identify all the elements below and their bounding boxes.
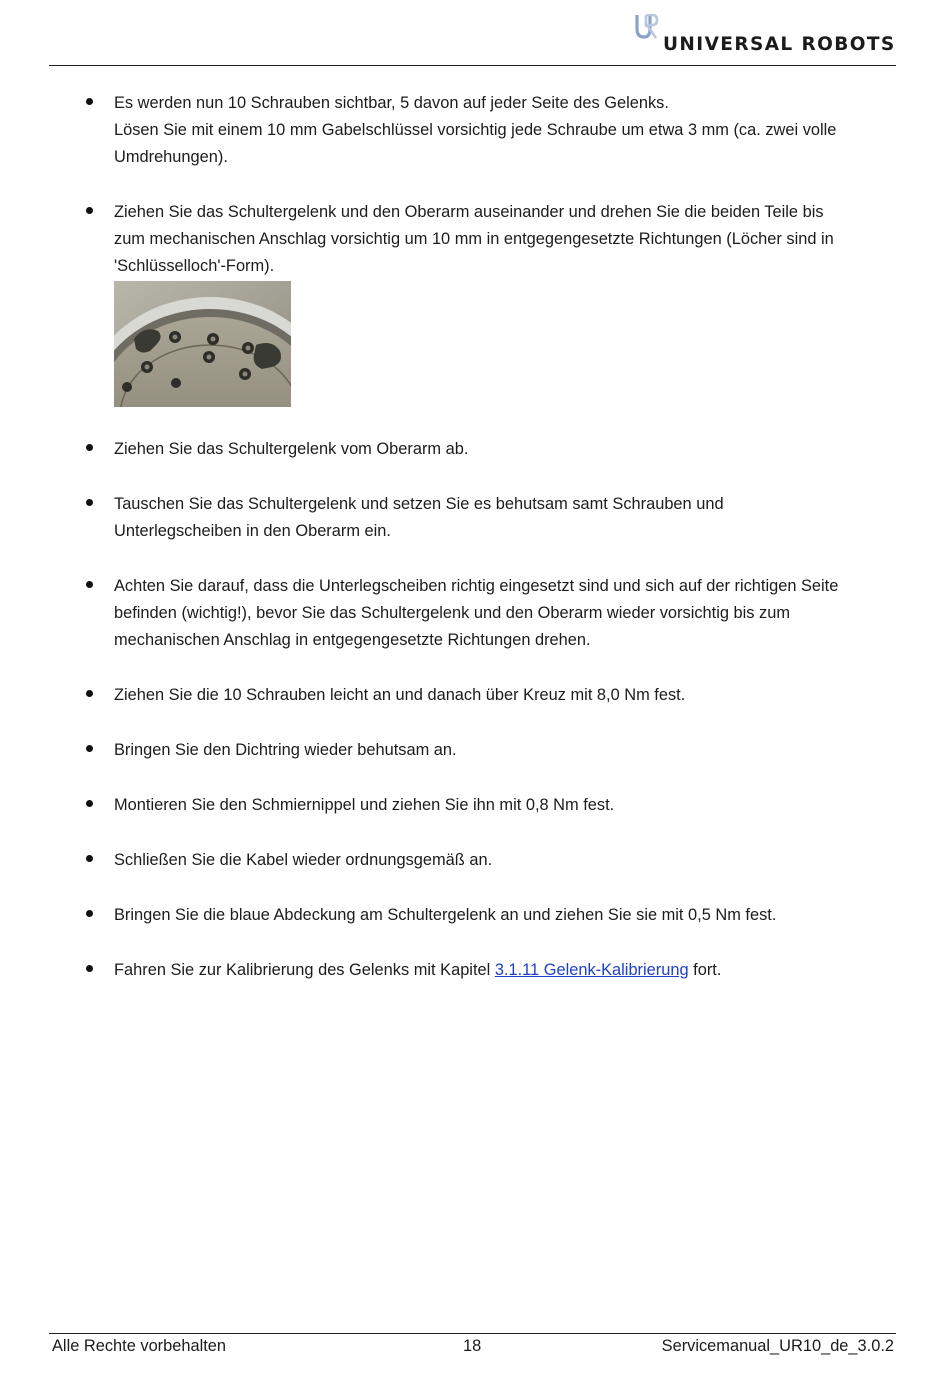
list-item-text: [114, 90, 892, 171]
text-line: Tauschen Sie das Schultergelenk und setzen Sie es behutsam samt Schrauben und: [114, 495, 724, 513]
header-divider: [49, 65, 896, 66]
text-line: Es werden nun 10 Schrauben sichtbar, 5 davon auf jeder Seite des Gelenks.: [114, 94, 669, 112]
calibration-chapter-link[interactable]: 3.1.11 Gelenk-Kalibrierung: [494, 961, 689, 979]
bullet-icon: [86, 800, 93, 807]
bullet-icon: [86, 855, 93, 862]
list-item-text: [114, 847, 892, 874]
list-item-text: [114, 199, 892, 280]
page-number: 18: [463, 1337, 482, 1355]
bullet-icon: [86, 910, 93, 917]
list-item-text: [114, 792, 892, 819]
text-line: befinden (wichtig!), bevor Sie das Schultergelenk und den Oberarm wieder vorsichtig bis zum: [114, 604, 790, 622]
bullet-icon: [86, 965, 93, 972]
text-line: Umdrehungen).: [114, 148, 228, 166]
footer-copyright: Alle Rechte vorbehalten: [52, 1337, 227, 1355]
keyhole-joint-photo: [114, 281, 291, 407]
list-item-text: [114, 957, 892, 984]
bullet-icon: [86, 499, 93, 506]
text-line: zum mechanischen Anschlag vorsichtig um 10 mm in entgegengesetzte Richtungen (Löcher sind in: [114, 230, 834, 248]
text-line: Ziehen Sie die 10 Schrauben leicht an und danach über Kreuz mit 8,0 Nm fest.: [114, 686, 686, 704]
text-line: Lösen Sie mit einem 10 mm Gabelschlüssel vorsichtig jede Schraube um etwa 3 mm (ca. zwei volle: [114, 121, 837, 139]
list-item-text: [114, 436, 892, 463]
text-line: Ziehen Sie das Schultergelenk und den Oberarm auseinander und drehen Sie die beiden Teile bis: [114, 203, 824, 221]
ur-logo-icon: [635, 14, 659, 40]
text-line: Bringen Sie die blaue Abdeckung am Schultergelenk an und ziehen Sie sie mit 0,5 Nm fest.: [114, 906, 777, 924]
bullet-icon: [86, 444, 93, 451]
bullet-icon: [86, 581, 93, 588]
text-line: Bringen Sie den Dichtring wieder behutsam an.: [114, 741, 457, 759]
list-item-text: [114, 902, 892, 929]
text-line: [114, 957, 892, 984]
bullet-icon: [86, 207, 93, 214]
text-line: 'Schlüsselloch'-Form).: [114, 257, 275, 275]
text-line: Schließen Sie die Kabel wieder ordnungsgemäß an.: [114, 851, 493, 869]
brand-name: UNIVERSAL ROBOTS: [663, 34, 896, 55]
footer-divider: [49, 1333, 896, 1334]
header-logo: [633, 14, 896, 58]
bullet-icon: [86, 745, 93, 752]
list-item-text: [114, 682, 892, 709]
list-item-text: [114, 737, 892, 764]
joint-image: [114, 281, 291, 407]
text-line: Montieren Sie den Schmiernippel und ziehen Sie ihn mit 0,8 Nm fest.: [114, 796, 615, 814]
document-id: Servicemanual_UR10_de_3.0.2: [661, 1337, 894, 1355]
text-segment: fort.: [688, 961, 722, 979]
text-line: mechanischen Anschlag in entgegengesetzte Richtungen drehen.: [114, 631, 591, 649]
list-item-text: [114, 573, 892, 654]
bullet-icon: [86, 690, 93, 697]
text-line: Achten Sie darauf, dass die Unterlegscheiben richtig eingesetzt sind und sich auf der richtigen Seite: [114, 577, 839, 595]
text-segment: Fahren Sie zur Kalibrierung des Gelenks mit Kapitel: [114, 961, 495, 979]
bullet-icon: [86, 98, 93, 105]
text-line: Ziehen Sie das Schultergelenk vom Oberarm ab.: [114, 440, 469, 458]
list-item-text: [114, 491, 892, 545]
text-line: Unterlegscheiben in den Oberarm ein.: [114, 522, 391, 540]
